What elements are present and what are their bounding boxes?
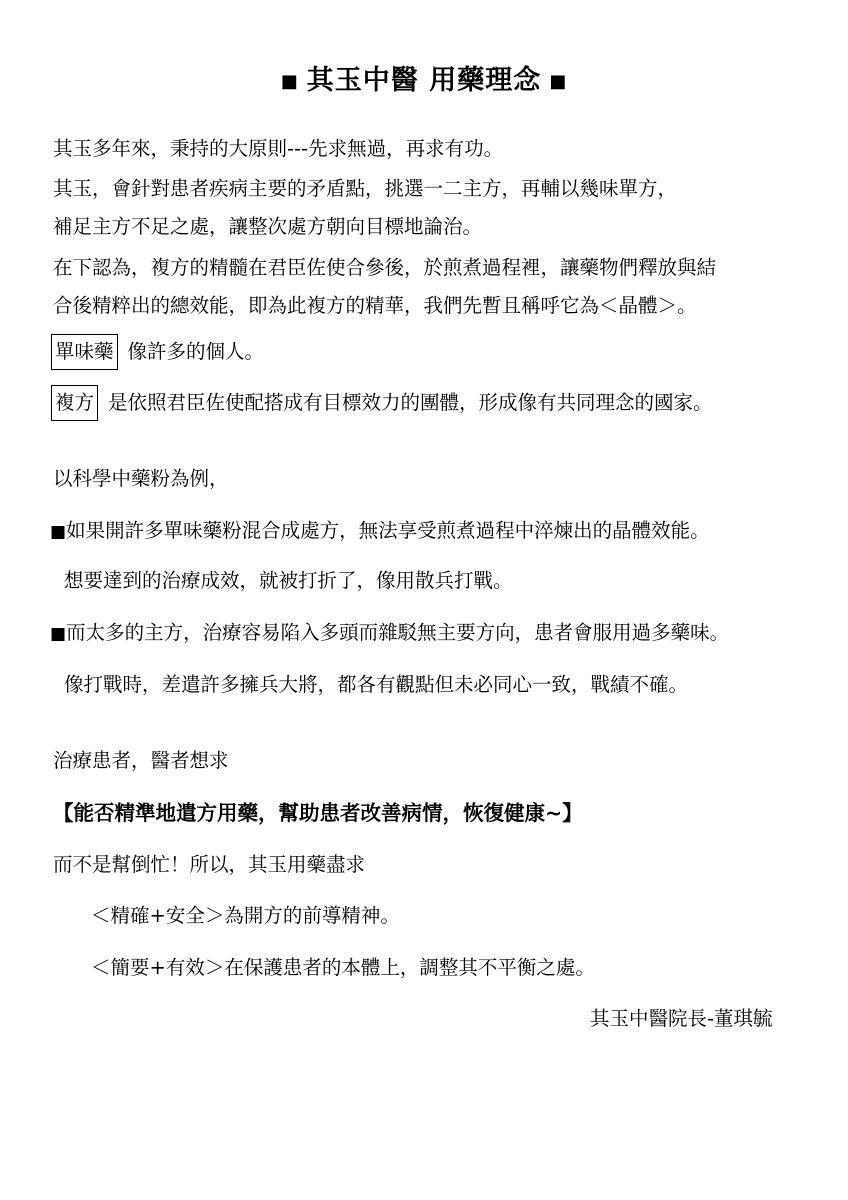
bullet-text: 而太多的主方，治療容易陷入多頭而雜駁無主要方向，患者會服用過多藥味。 xyxy=(66,621,730,644)
goal-intro: 治療患者，醫者想求 xyxy=(53,749,229,772)
intro-line-2: 其玉，會針對患者疾病主要的矛盾點，挑選一二主方，再輔以幾味單方， xyxy=(53,177,678,200)
goal-statement: 【能否精準地遣方用藥，幫助患者改善病情，恢復健康~】 xyxy=(53,801,583,825)
term-box: 複方 xyxy=(51,385,98,421)
principle-2: ＜簡要+有效＞在保護患者的本體上，調整其不平衡之處。 xyxy=(91,956,595,979)
bullet-1 xyxy=(50,518,710,545)
square-bullet-icon: ■ xyxy=(50,624,67,644)
term-desc: 像許多的個人。 xyxy=(127,340,265,363)
bullet-2 xyxy=(50,620,729,647)
principle-1: ＜精確+安全＞為開方的前導精神。 xyxy=(91,904,400,927)
term-box: 單味藥 xyxy=(51,334,118,370)
square-bullet-icon: ■ xyxy=(549,71,568,92)
square-bullet-icon: ■ xyxy=(280,71,299,92)
definition-single-herb xyxy=(51,334,264,370)
page-title xyxy=(0,58,848,97)
intro-line-1: 其玉多年來，秉持的大原則---先求無過，再求有功。 xyxy=(53,137,504,160)
square-bullet-icon: ■ xyxy=(50,522,67,542)
bullet-text: 如果開許多單味藥粉混合成處方，無法享受煎煮過程中淬煉出的晶體效能。 xyxy=(66,519,710,542)
title-text: 其玉中醫 用藥理念 xyxy=(306,65,542,96)
bullet-2-follow: 像打戰時，差遣許多擁兵大將，都各有觀點但未必同心一致，戰績不確。 xyxy=(64,673,689,696)
definition-compound xyxy=(51,385,713,421)
not-line: 而不是幫倒忙！所以，其玉用藥盡求 xyxy=(53,853,366,876)
intro-line-5: 合後精粹出的總效能，即為此複方的精華，我們先暫且稱呼它為＜晶體＞。 xyxy=(53,294,697,317)
intro-line-3: 補足主方不足之處，讓整次處方朝向目標地論治。 xyxy=(53,215,483,238)
example-heading: 以科學中藥粉為例， xyxy=(53,467,229,490)
intro-line-4: 在下認為，複方的精髓在君臣佐使合參後，於煎煮過程裡，讓藥物們釋放與結 xyxy=(53,256,717,279)
signature: 其玉中醫院長-董琪毓 xyxy=(590,1007,773,1030)
bullet-1-follow: 想要達到的治療成效，就被打折了，像用散兵打戰。 xyxy=(64,569,513,592)
term-desc: 是依照君臣佐使配搭成有目標效力的團體，形成像有共同理念的國家。 xyxy=(108,391,713,414)
